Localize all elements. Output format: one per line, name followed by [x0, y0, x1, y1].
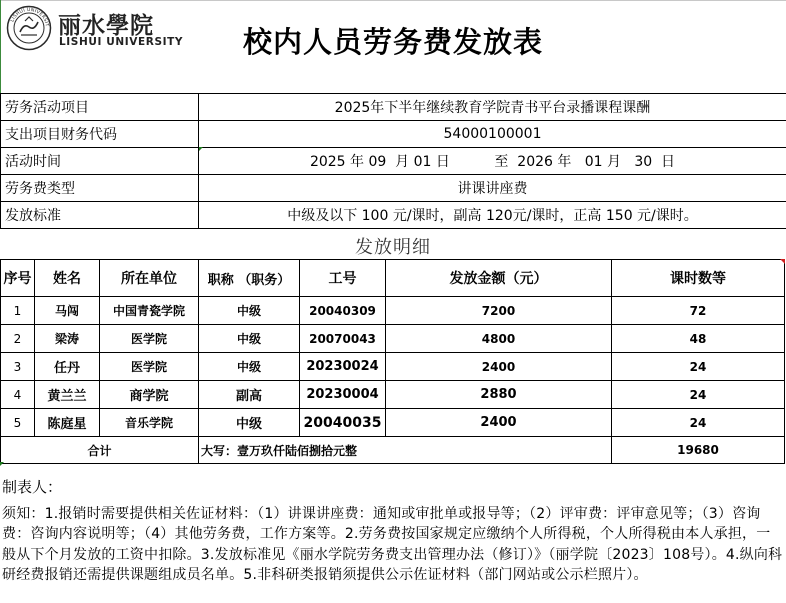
info-row-project — [1, 94, 786, 121]
info-label: 发放标准 — [1, 202, 199, 229]
cell-marker-green-left — [0, 462, 4, 466]
row-unit: 音乐学院 — [100, 409, 199, 437]
info-label: 支出项目财务代码 — [1, 121, 199, 148]
info-row-activity-time — [1, 148, 786, 175]
col-header-title: 职称 （职务） — [199, 260, 300, 297]
col-header-unit: 所在单位 — [100, 260, 199, 297]
row-no: 2 — [1, 325, 35, 353]
row-name: 陈庭星 — [35, 409, 100, 437]
row-id: 20230024 — [300, 353, 386, 381]
top-border — [0, 0, 786, 1]
row-amount: 2880 — [386, 381, 612, 409]
row-hours: 24 — [612, 353, 785, 381]
row-id: 20070043 — [300, 325, 386, 353]
row-no: 4 — [1, 381, 35, 409]
table-row — [1, 325, 785, 353]
table-maker-label: 制表人： — [2, 478, 63, 496]
row-no: 1 — [1, 297, 35, 325]
row-title: 副高 — [199, 381, 300, 409]
cell-comment-marker-red — [780, 259, 785, 264]
row-id: 20230004 — [300, 381, 386, 409]
row-name: 马闯 — [35, 297, 100, 325]
col-header-name: 姓名 — [35, 260, 100, 297]
row-unit: 商学院 — [100, 381, 199, 409]
info-table — [0, 93, 786, 229]
university-name-en: LISHUI UNIVERSITY — [59, 36, 184, 48]
info-label: 劳务活动项目 — [1, 94, 199, 121]
total-amount: 19680 — [612, 437, 785, 464]
row-id: 20040309 — [300, 297, 386, 325]
seal-text: LISHUI UNIVERSIT — [10, 7, 49, 28]
university-name-cn: 丽水學院 — [58, 12, 154, 39]
table-row — [1, 409, 785, 437]
table-row — [1, 381, 785, 409]
info-label: 活动时间 — [1, 148, 199, 175]
row-name: 任丹 — [35, 353, 100, 381]
info-label: 劳务费类型 — [1, 175, 199, 202]
col-header-hours: 课时数等 — [612, 260, 785, 297]
row-title: 中级 — [199, 297, 300, 325]
detail-table — [0, 259, 785, 464]
table-row — [1, 353, 785, 381]
table-row — [1, 297, 785, 325]
info-row-standard — [1, 202, 786, 229]
row-unit: 医学院 — [100, 325, 199, 353]
col-header-id: 工号 — [300, 260, 386, 297]
detail-header-row — [1, 260, 785, 297]
row-hours: 24 — [612, 381, 785, 409]
row-amount: 4800 — [386, 325, 612, 353]
cell-comment-marker-green — [199, 147, 203, 151]
info-row-finance-code — [1, 121, 786, 148]
row-title: 中级 — [199, 353, 300, 381]
row-unit: 中国青瓷学院 — [100, 297, 199, 325]
detail-title: 发放明细 — [355, 237, 431, 258]
total-capital: 大写：壹万玖仟陆佰捌拾元整 — [199, 437, 612, 464]
row-hours: 24 — [612, 409, 785, 437]
row-id: 20040035 — [300, 409, 386, 437]
info-value: 中级及以下 100 元/课时，副高 120元/课时，正高 150 元/课时。 — [199, 202, 786, 229]
row-name: 梁涛 — [35, 325, 100, 353]
row-unit: 医学院 — [100, 353, 199, 381]
col-header-no: 序号 — [1, 260, 35, 297]
total-row — [1, 437, 785, 464]
row-amount: 2400 — [386, 409, 612, 437]
row-no: 3 — [1, 353, 35, 381]
col-header-amount: 发放金额（元） — [386, 260, 612, 297]
info-value: 54000100001 — [199, 121, 786, 148]
row-amount: 2400 — [386, 353, 612, 381]
notes-text: 须知：1.报销时需要提供相关佐证材料：（1）讲课讲座费：通知或审批单或报导等；（2）评审费：评审意见等；（3）咨询费：咨询内容说明等；（4）其他劳务费，工作方案等。2.劳务费按国家规定应缴纳个人所得税，个人所得税由本人承担，一般从下个月发放的工资中扣除。3.发放标准见《丽水学院劳务费支出管理办法（修订）》（丽学院〔2023〕108号）。4.纵向科研经费报销还需提供课题组成员名单。5.非科研类报销须提供公示佐证材料（部门网站或公示栏照片）。 — [2, 506, 783, 583]
info-value: 讲课讲座费 — [199, 175, 786, 202]
info-value: 2025年下半年继续教育学院青书平台录播课程课酬 — [199, 94, 786, 121]
info-value: 2025 年 09 月 01 日 至 2026 年 01 月 30 日 — [199, 148, 786, 175]
row-title: 中级 — [199, 409, 300, 437]
page-title: 校内人员劳务费发放表 — [242, 25, 543, 59]
row-hours: 48 — [612, 325, 785, 353]
row-hours: 72 — [612, 297, 785, 325]
row-name: 黄兰兰 — [35, 381, 100, 409]
row-no: 5 — [1, 409, 35, 437]
row-title: 中级 — [199, 325, 300, 353]
row-amount: 7200 — [386, 297, 612, 325]
total-label: 合计 — [1, 437, 199, 464]
info-row-fee-type — [1, 175, 786, 202]
